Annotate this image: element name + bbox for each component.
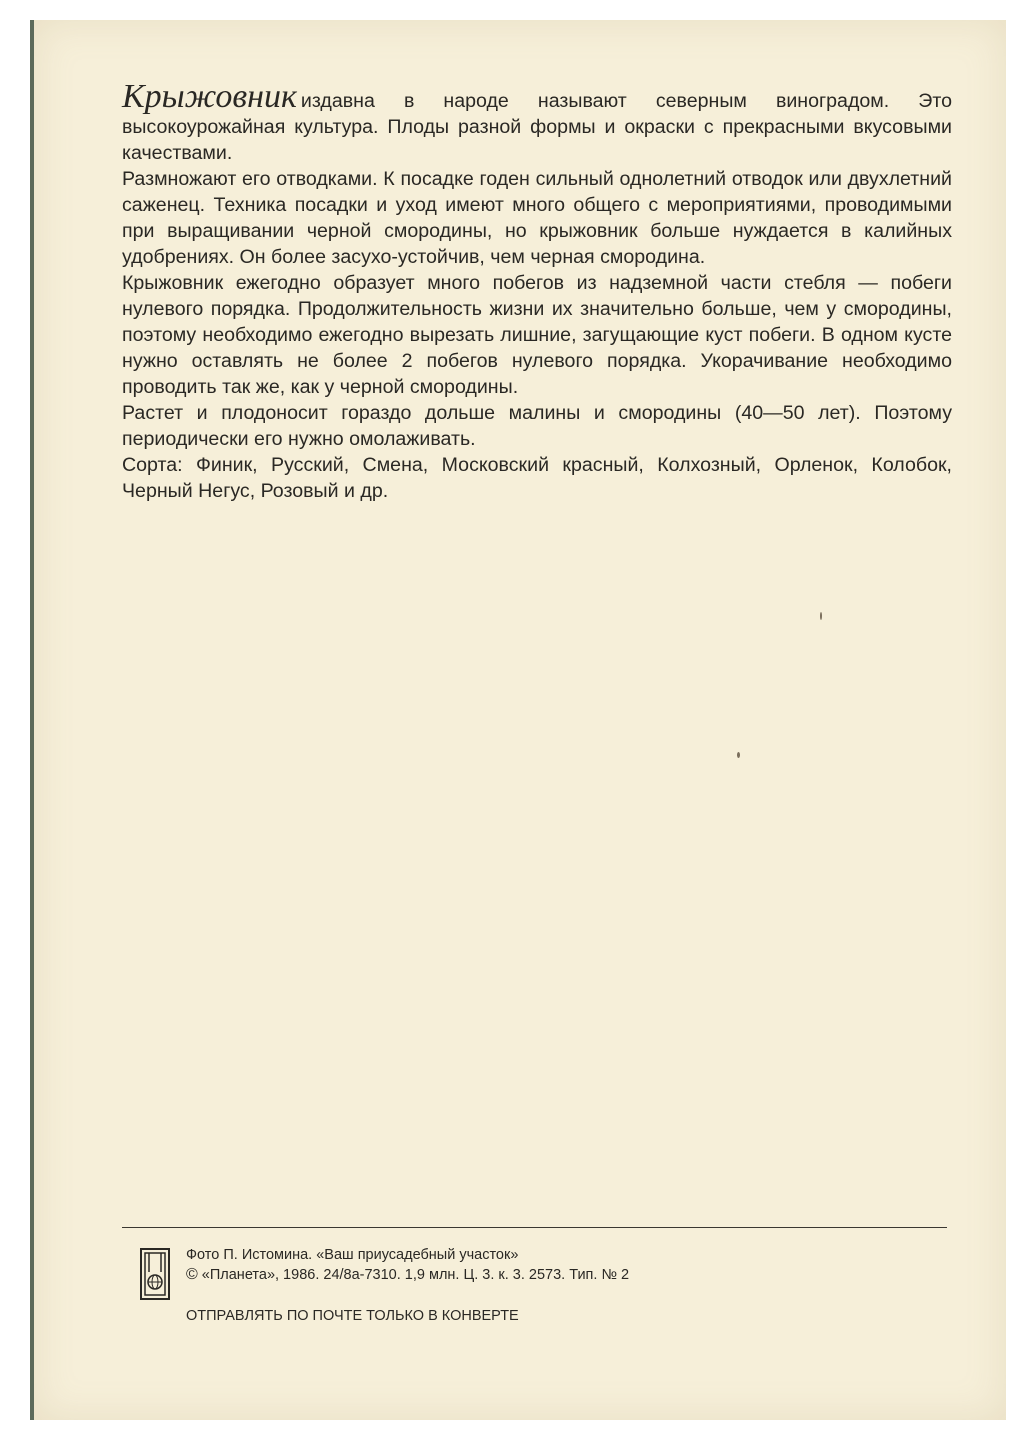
paragraph-varieties: Сорта: Финик, Русский, Смена, Московский красный, Колхозный, Орленок, Колобок, Черный Негус, Розовый и др. bbox=[122, 454, 952, 502]
article-text bbox=[122, 78, 952, 504]
paper-speck bbox=[820, 612, 822, 620]
mailing-instruction: ОТПРАВЛЯТЬ ПО ПОЧТЕ ТОЛЬКО В КОНВЕРТЕ bbox=[186, 1308, 519, 1324]
paragraph-pruning: Крыжовник ежегодно образует много побегов из надземной части стебля — побеги нулевого порядка. Продолжительность жизни их значительно больше, чем у смородины, поэтому необходимо ежегодно вырезать лишние, загущающие куст побеги. В одном кусте нужно оставлять не более 2 побегов нулевого порядка. Укорачивание необходимо проводить так же, как у черной смородины. bbox=[122, 272, 952, 398]
headword: Крыжовник bbox=[122, 78, 297, 115]
imprint-block bbox=[186, 1245, 886, 1285]
publisher-line bbox=[186, 1265, 886, 1285]
paper-speck bbox=[737, 752, 740, 758]
paragraph-propagation: Размножают его отводками. К посадке годен сильный однолетний отводок или двухлетний саженец. Техника посадки и уход имеют много общего с мероприятиями, проводимыми при выращивании черной смородины, но крыжовник больше нуждается в калийных удобрениях. Он более засухо-устойчив, чем черная смородина. bbox=[122, 168, 952, 268]
paragraph-rejuvenation: Растет и плодоносит гораздо дольше малины и смородины (40—50 лет). Поэтому периодически его нужно омолаживать. bbox=[122, 402, 952, 450]
paragraph-intro-text: издавна в народе называют северным виноградом. Это высокоурожайная культура. Плоды разной формы и окраски с прекрасными вкусовыми качествами. bbox=[122, 90, 952, 164]
divider-line bbox=[122, 1227, 947, 1228]
publisher-details: «Планета», 1986. 24/8а-7310. 1,9 млн. Ц. 3. к. 3. 2573. Тип. № 2 bbox=[201, 1267, 630, 1283]
copyright-icon: © bbox=[186, 1266, 198, 1283]
planeta-publisher-logo-icon bbox=[140, 1248, 170, 1300]
photo-credit: Фото П. Истомина. «Ваш приусадебный участок» bbox=[186, 1247, 519, 1263]
paragraph-intro bbox=[122, 78, 952, 166]
postcard-back bbox=[30, 20, 1006, 1420]
